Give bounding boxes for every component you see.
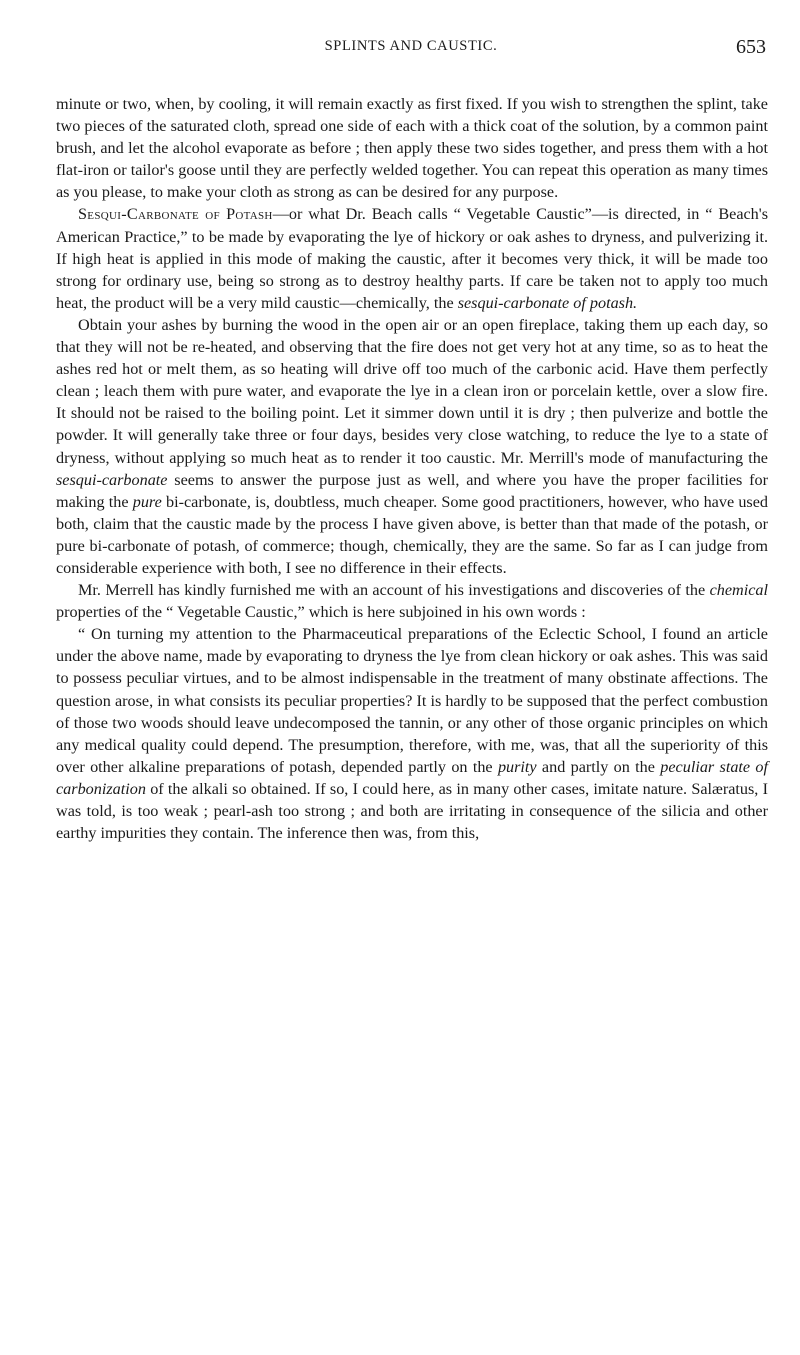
italic-term: sesqui-carbonate of potash. bbox=[457, 293, 638, 312]
text-run: of the alkali so obtained. If so, I could here, as in many other cases, imitate nature. Salæratus, I was told, is too weak ; pearl-ash too strong ; and both are irritating in consequence of the silicia and other earthy impurities they contain. The inference then was, from this, bbox=[56, 779, 768, 843]
page-number: 653 bbox=[736, 36, 766, 58]
italic-term: peculiar state of carbonization bbox=[56, 757, 768, 798]
running-title: SPLINTS AND CAUSTIC. bbox=[324, 38, 498, 54]
text-run: Obtain your ashes by burning the wood in the open air or an open fireplace, taking them up each day, so that they will not be re-heated, and observing that the fire does not get very hot at any time, so as to heat the ashes red hot or melt them, as so heating will drive off too much of the carbonic acid. Have them perfectly clean ; leach them with pure water, and evaporate the lye in a clean iron or porcelain kettle, over a slow fire. It should not be raised to the boiling point. Let it simmer down until it is dry ; then pulverize and bottle the powder. It will generally take three or four days, besides very close watching, to reduce the lye to a state of dryness, without applying so much heat as to render it too caustic. Mr. Merrill's mode of manufacturing the bbox=[56, 315, 768, 467]
italic-term: pure bbox=[132, 492, 162, 511]
paragraph-sesqui-carbonate bbox=[56, 203, 768, 313]
text-run: bi-carbonate, is, doubtless, much cheaper. Some good practitioners, however, who have used both, claim that the caustic made by the process I have given above, is better than that made of the potash, or pure bi-carbonate of potash, of commerce; though, chemically, they are the same. So far as I can judge from considerable experience with both, I see no difference in their effects. bbox=[56, 492, 768, 577]
text-run: and partly on the bbox=[536, 757, 661, 776]
section-heading: Sesqui-Carbonate of Potash bbox=[78, 205, 273, 224]
text-run: —or what Dr. Beach calls “ Vegetable Caustic”—is directed, in “ Beach's American Practice,” to be made by evaporating the lye of hickory or oak ashes to dryness, and pulverizing it. If high heat is applied in this mode of making the caustic, after it becomes very thick, it will be made too strong for ordinary use, being so strong as to destroy healthy parts. If care be taken not to apply too much heat, the product will be a very mild caustic—chemically, the bbox=[56, 205, 768, 312]
body-text bbox=[56, 93, 768, 844]
italic-term: purity bbox=[497, 757, 537, 776]
text-run: “ On turning my attention to the Pharmaceutical preparations of the Eclectic School, I found an article under the above name, made by evaporating to dryness the lye from clean hickory or oak ashes. This was said to possess peculiar virtues, and to be almost indispensable in the treatment of many obstinate affections. The question arose, in what consists its peculiar properties? It is hardly to be supposed that the perfect combustion of those two woods should leave undecomposed the tannin, or any other of those organic principles on which any medical quality could depend. The presumption, therefore, with me, was, that all the superiority of this over other alkaline preparations of potash, depended partly on the bbox=[56, 625, 768, 776]
text-run: seems to answer the purpose just as well, and where you have the proper facilities for making the bbox=[56, 470, 768, 511]
text-run: properties of the “ Vegetable Caustic,” which is here subjoined in his own words : bbox=[56, 603, 586, 622]
italic-term: sesqui-carbonate bbox=[56, 470, 168, 489]
paragraph-merrell-intro bbox=[56, 579, 768, 623]
text-run: Mr. Merrell has kindly furnished me with an account of his investigations and discoveries of the bbox=[78, 581, 710, 600]
italic-term: chemical bbox=[709, 581, 768, 600]
paragraph-obtain-ashes bbox=[56, 314, 768, 579]
paragraph-merrell-quote bbox=[56, 623, 768, 844]
paragraph-splint-continuation bbox=[56, 93, 768, 203]
running-head bbox=[56, 36, 766, 76]
text-run: minute or two, when, by cooling, it will remain exactly as first fixed. If you wish to strengthen the splint, take two pieces of the saturated cloth, spread one side of each with a thick coat of the solution, by a common paint brush, and let the alcohol evaporate as before ; then apply these two sides together, and press them with a hot flat-iron or tailor's goose until they are perfectly welded together. You can repeat this operation as many times as you please, to make your cloth as strong as can be desired for any purpose. bbox=[56, 95, 768, 202]
